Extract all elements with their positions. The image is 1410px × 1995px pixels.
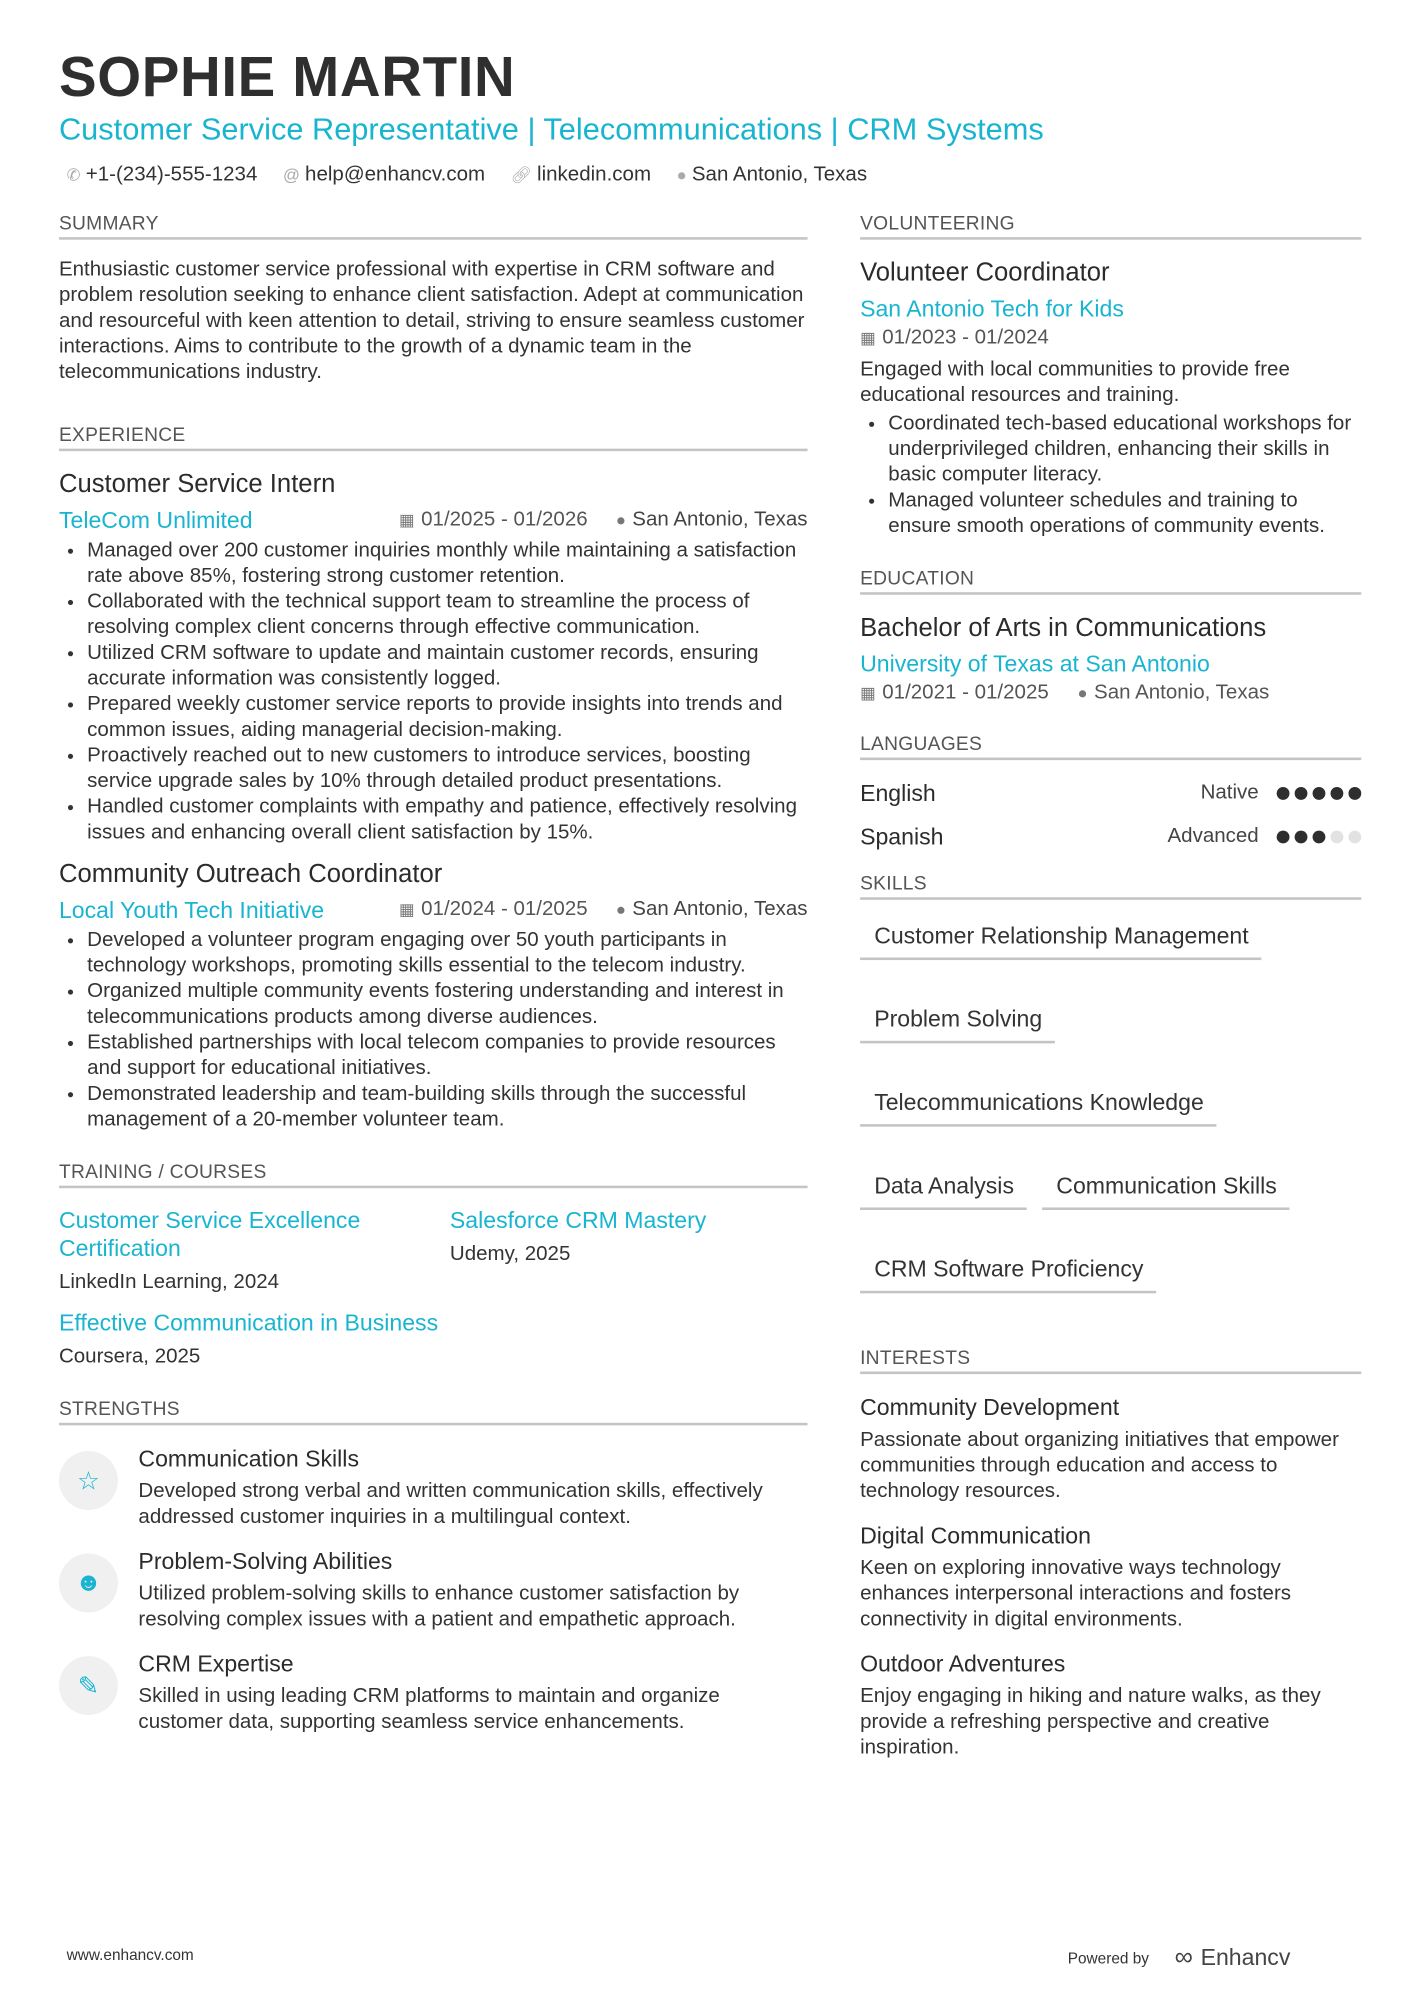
training-provider: LinkedIn Learning, 2024 <box>58 1271 280 1294</box>
language-row <box>860 778 1361 809</box>
strength-body <box>138 1443 807 1530</box>
rating-dot <box>1277 787 1290 800</box>
training-list <box>59 1206 808 1370</box>
skill-tag: Customer Relationship Management <box>860 918 1261 960</box>
rating-dot <box>1331 787 1344 800</box>
training-title: Salesforce CRM Mastery <box>449 1207 707 1234</box>
head-icon: ☻ <box>59 1554 118 1613</box>
interests-heading: INTERESTS <box>860 1347 1361 1374</box>
language-row <box>860 822 1361 853</box>
bullet-item: • Developed a volunteer program engaging over 50 youth participants in technology workshops, promoting skills essential to the telecom industry. <box>87 928 807 979</box>
contact-linkedin[interactable] <box>511 164 651 187</box>
experience-list <box>59 469 808 1133</box>
training-item <box>59 1309 450 1371</box>
training-provider: Udemy, 2025 <box>449 1243 571 1266</box>
strength-text: Skilled in using leading CRM platforms to maintain and organize customer data, supporting seamless service enhancements. <box>138 1685 720 1733</box>
language-level-text: Native <box>1200 781 1259 804</box>
contact-bar <box>67 164 867 187</box>
location-pin-icon: ● <box>676 165 687 185</box>
calendar-icon: ▦ <box>860 328 876 348</box>
location-pin-icon: ● <box>615 899 626 920</box>
training-item <box>450 1206 809 1296</box>
rating-dot <box>1348 787 1361 800</box>
strength-text: Developed strong verbal and written communication skills, effectively addressed customer inquiries in a multilingual context. <box>138 1480 763 1528</box>
footer-website[interactable]: www.enhancv.com <box>66 1945 194 1964</box>
skill-tag: CRM Software Proficiency <box>860 1251 1156 1293</box>
language-name: English <box>860 780 936 807</box>
education-meta <box>860 682 1361 705</box>
location-pin-icon: ● <box>1077 683 1088 703</box>
job-dates: 01/2025 - 01/2026 <box>421 508 588 531</box>
volunteer-dates-text: 01/2023 - 01/2024 <box>882 326 1049 349</box>
job-entry <box>59 469 808 846</box>
job-title: Community Outreach Coordinator <box>58 860 443 889</box>
interest-title: Outdoor Adventures <box>860 1650 1066 1677</box>
at-icon: @ <box>282 165 300 185</box>
rating-dot <box>1348 831 1361 844</box>
contact-location <box>677 164 867 187</box>
link-icon: 🔗︎ <box>510 165 532 185</box>
job-meta-row <box>59 505 808 536</box>
volunteer-desc: Engaged with local communities to provide free educational resources and training. <box>860 358 1290 407</box>
training-title: Customer Service Excellence Certification <box>58 1207 361 1262</box>
skill-tag: Data Analysis <box>860 1168 1027 1210</box>
school: University of Texas at San Antonio <box>860 651 1210 677</box>
language-rating <box>1277 787 1362 800</box>
interests-list <box>860 1392 1361 1761</box>
training-item <box>59 1206 450 1296</box>
phone-text: +1-(234)-555-1234 <box>85 164 258 186</box>
contact-email[interactable] <box>283 164 485 187</box>
strength-title: Communication Skills <box>138 1445 359 1472</box>
bullet-item: • Prepared weekly customer service reports to provide insights into trends and common issues, aiding managerial decision-making. <box>87 692 807 743</box>
enhancv-logo-icon: ∞ <box>1174 1943 1193 1972</box>
interest-item <box>860 1520 1361 1633</box>
candidate-title: Customer Service Representative | Telecommunications | CRM Systems <box>58 112 1044 148</box>
bullet-item: • Demonstrated leadership and team-building skills through the successful management of a 20-member volunteer team. <box>87 1082 807 1133</box>
volunteer-bullets <box>860 411 1361 539</box>
job-bullets <box>59 538 808 846</box>
strengths-list <box>59 1443 808 1735</box>
education-location: San Antonio, Texas <box>1094 681 1270 704</box>
rating-dot <box>1277 831 1290 844</box>
bullet-item: • Managed volunteer schedules and training to ensure smooth operations of community events. <box>888 488 1361 539</box>
bullet-item: • Organized multiple community events fostering understanding and interest in telecommunications products among diverse audiences. <box>87 979 807 1030</box>
strength-text: Utilized problem-solving skills to enhance customer satisfaction by resolving complex issues with a patient and empathetic approach. <box>138 1583 740 1631</box>
strength-body <box>138 1648 807 1735</box>
language-level-text: Advanced <box>1167 825 1259 848</box>
job-meta <box>399 899 808 922</box>
job-meta-row <box>59 895 808 926</box>
rating-dot <box>1295 787 1308 800</box>
languages-list <box>860 778 1361 852</box>
calendar-icon: ▦ <box>860 683 876 703</box>
training-heading: TRAINING / COURSES <box>59 1161 808 1188</box>
candidate-name: SOPHIE MARTIN <box>58 46 516 109</box>
languages-heading: LANGUAGES <box>860 733 1361 760</box>
job-entry <box>59 859 808 1133</box>
bullet-item: • Collaborated with the technical support team to streamline the process of resolving complex client concerns through effective communication. <box>87 590 807 641</box>
strength-item <box>59 1648 808 1735</box>
strength-item <box>59 1443 808 1530</box>
experience-heading: EXPERIENCE <box>59 424 808 451</box>
training-provider: Coursera, 2025 <box>58 1345 201 1368</box>
right-column <box>860 213 1361 1777</box>
strength-title: CRM Expertise <box>138 1650 294 1677</box>
company-name: Local Youth Tech Initiative <box>58 897 325 923</box>
volunteer-dates <box>860 327 1361 350</box>
calendar-icon: ▦ <box>398 899 415 920</box>
calendar-icon: ▦ <box>398 510 415 530</box>
training-title: Effective Communication in Business <box>58 1309 439 1336</box>
strength-body <box>138 1546 807 1633</box>
rating-dot <box>1313 787 1326 800</box>
phone-icon: ✆ <box>66 165 81 185</box>
skill-tag: Telecommunications Knowledge <box>860 1084 1217 1126</box>
interest-text: Enjoy engaging in hiking and nature walks, as they provide a refreshing perspective and creative inspiration. <box>860 1685 1321 1759</box>
volunteering-heading: VOLUNTEERING <box>860 213 1361 240</box>
summary-text: Enthusiastic customer service professional with expertise in CRM software and problem resolution seeking to enhance client satisfaction. Adept at communication and resourceful with keen attention to detail, striving to ensure seamless customer interactions. Aims to contribute to the growth of a dynamic team in the telecommunications industry. <box>58 258 805 384</box>
skills-list <box>860 918 1361 1294</box>
strengths-heading: STRENGTHS <box>59 1398 808 1425</box>
language-rating <box>1277 831 1362 844</box>
contact-phone <box>67 164 258 187</box>
interest-item <box>860 1392 1361 1505</box>
summary-heading: SUMMARY <box>59 213 808 240</box>
job-location: San Antonio, Texas <box>632 508 808 531</box>
interest-title: Digital Communication <box>860 1522 1091 1549</box>
brand-name: Enhancv <box>1200 1944 1291 1971</box>
linkedin-text[interactable]: linkedin.com <box>537 164 652 186</box>
rating-dot <box>1331 831 1344 844</box>
job-meta <box>399 509 808 532</box>
strength-title: Problem-Solving Abilities <box>138 1548 393 1575</box>
job-location: San Antonio, Texas <box>632 898 808 921</box>
left-column <box>59 213 808 1751</box>
footer-branding <box>1068 1943 1291 1972</box>
job-bullets <box>59 928 808 1133</box>
bullet-item: • Established partnerships with local telecom companies to provide resources and support for educational initiatives. <box>87 1031 807 1082</box>
location-text: San Antonio, Texas <box>691 164 868 186</box>
rating-dot <box>1295 831 1308 844</box>
magic-wand-icon: ✎ <box>59 1656 118 1715</box>
bullet-item: • Proactively reached out to new customers to introduce services, boosting service upgrade sales by 10% through detailed product presentations. <box>87 743 807 794</box>
powered-by-label: Powered by <box>1067 1948 1149 1967</box>
interest-text: Keen on exploring innovative ways technology enhances interpersonal interactions and fosters connectivity in digital environments. <box>860 1557 1292 1631</box>
education-dates: 01/2021 - 01/2025 <box>882 681 1049 704</box>
email-text[interactable]: help@enhancv.com <box>305 164 486 186</box>
company-name: TeleCom Unlimited <box>58 507 253 534</box>
education-heading: EDUCATION <box>860 568 1361 595</box>
strength-item <box>59 1546 808 1633</box>
volunteer-title: Volunteer Coordinator <box>860 258 1110 288</box>
language-name: Spanish <box>860 824 944 850</box>
skills-heading: SKILLS <box>860 873 1361 900</box>
location-pin-icon: ● <box>615 510 626 530</box>
skill-tag: Problem Solving <box>860 1001 1055 1043</box>
job-dates: 01/2024 - 01/2025 <box>421 898 588 921</box>
language-level <box>1201 782 1362 805</box>
star-icon: ☆ <box>59 1451 118 1510</box>
bullet-item: • Utilized CRM software to update and maintain customer records, ensuring accurate information was consistently logged. <box>87 641 807 692</box>
job-title: Customer Service Intern <box>58 470 336 499</box>
bullet-item: • Managed over 200 customer inquiries monthly while maintaining a satisfaction rate above 85%, fostering strong customer retention. <box>87 538 807 589</box>
interest-title: Community Development <box>860 1394 1120 1421</box>
enhancv-logo <box>1175 1943 1291 1972</box>
interest-item <box>860 1648 1361 1761</box>
bullet-item: • Coordinated tech-based educational workshops for underprivileged children, enhancing their skills in basic computer literacy. <box>888 411 1361 488</box>
bullet-item: • Handled customer complaints with empathy and patience, effectively resolving issues and enhancing overall client satisfaction by 15%. <box>87 795 807 846</box>
skill-tag: Communication Skills <box>1042 1168 1289 1210</box>
degree: Bachelor of Arts in Communications <box>860 613 1267 643</box>
interest-text: Passionate about organizing initiatives that empower communities through education and access to technology resources. <box>860 1429 1339 1503</box>
rating-dot <box>1313 831 1326 844</box>
language-level <box>1167 825 1361 848</box>
volunteer-org: San Antonio Tech for Kids <box>860 296 1124 322</box>
